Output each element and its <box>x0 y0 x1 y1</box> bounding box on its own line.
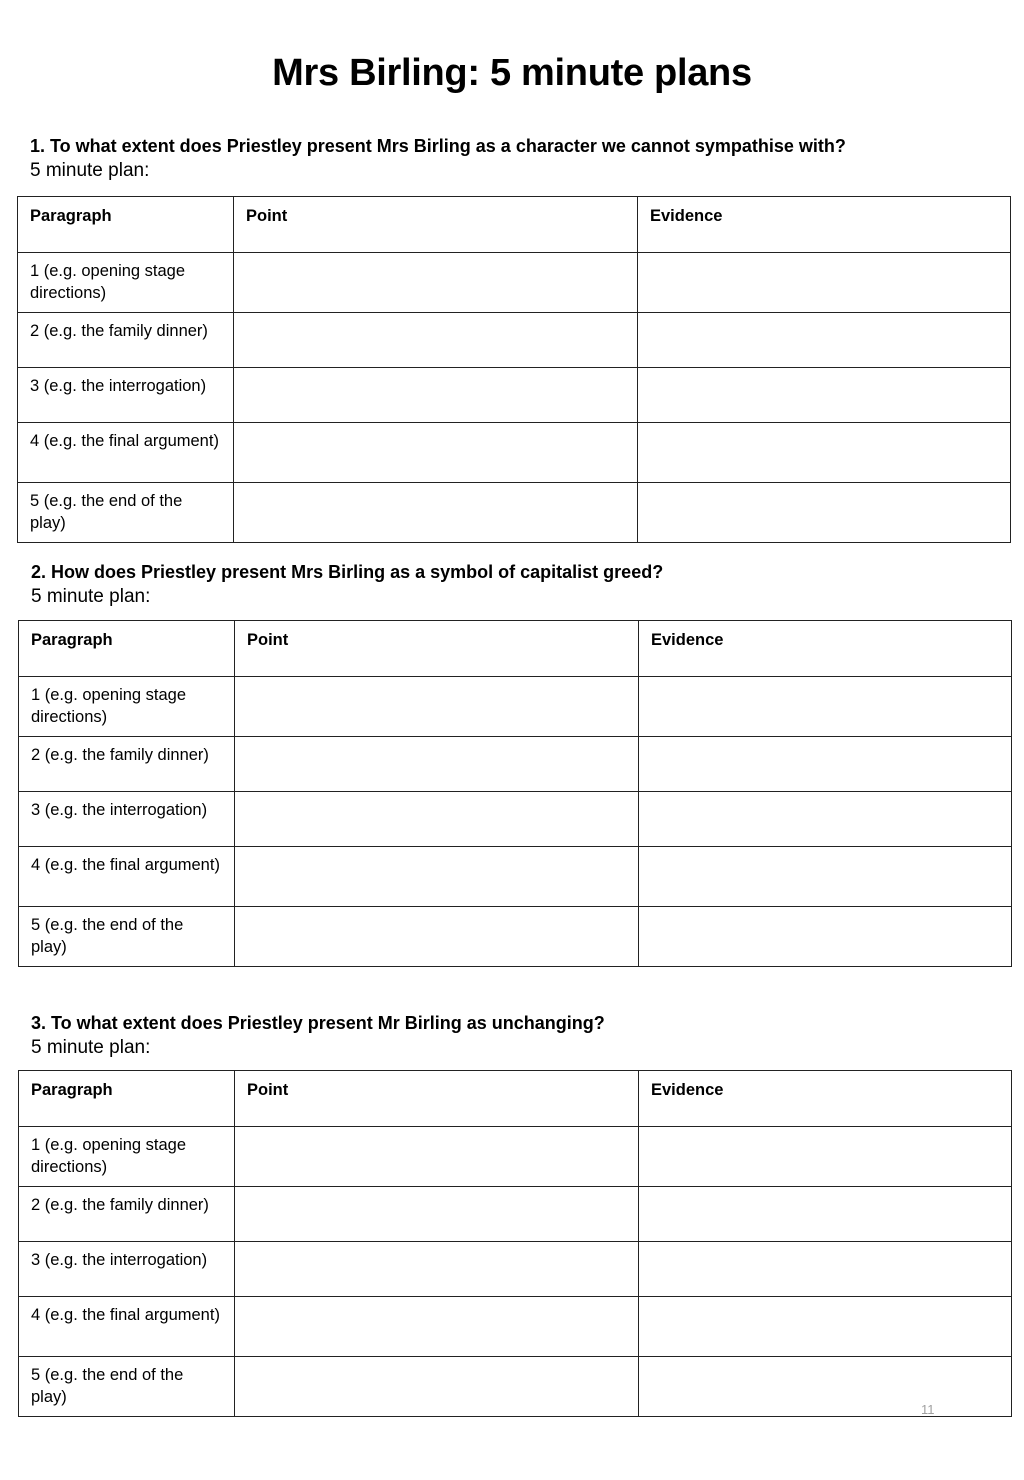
plan-label: 5 minute plan: <box>30 160 150 181</box>
evidence-header: Evidence <box>639 621 1012 677</box>
evidence-cell[interactable] <box>639 847 1012 907</box>
evidence-cell[interactable] <box>639 1357 1012 1417</box>
paragraph-cell: 2 (e.g. the family dinner) <box>19 737 235 792</box>
point-cell[interactable] <box>234 483 638 543</box>
table-row <box>19 1187 1012 1242</box>
point-cell[interactable] <box>235 737 639 792</box>
table-row <box>19 847 1012 907</box>
table-row <box>18 313 1011 368</box>
point-cell[interactable] <box>235 1127 639 1187</box>
plan-label: 5 minute plan: <box>31 1037 151 1058</box>
evidence-cell[interactable] <box>639 737 1012 792</box>
evidence-header: Evidence <box>639 1071 1012 1127</box>
evidence-cell[interactable] <box>638 253 1011 313</box>
table-row <box>19 1297 1012 1357</box>
point-cell[interactable] <box>234 368 638 423</box>
paragraph-cell: 5 (e.g. the end of the play) <box>19 1357 235 1417</box>
evidence-cell[interactable] <box>639 792 1012 847</box>
paragraph-cell: 1 (e.g. opening stage directions) <box>19 677 235 737</box>
paragraph-header: Paragraph <box>18 197 234 253</box>
paragraph-cell: 4 (e.g. the final argument) <box>19 847 235 907</box>
evidence-cell[interactable] <box>639 1297 1012 1357</box>
table-row <box>19 907 1012 967</box>
table-row <box>18 368 1011 423</box>
point-cell[interactable] <box>235 677 639 737</box>
point-header: Point <box>235 621 639 677</box>
table-row <box>18 483 1011 543</box>
table-row <box>19 677 1012 737</box>
page-title: Mrs Birling: 5 minute plans <box>272 52 752 94</box>
point-cell[interactable] <box>234 423 638 483</box>
paragraph-cell: 3 (e.g. the interrogation) <box>19 792 235 847</box>
point-cell[interactable] <box>235 907 639 967</box>
evidence-header: Evidence <box>638 197 1011 253</box>
evidence-cell[interactable] <box>639 1242 1012 1297</box>
evidence-cell[interactable] <box>638 483 1011 543</box>
paragraph-cell: 3 (e.g. the interrogation) <box>18 368 234 423</box>
point-header: Point <box>235 1071 639 1127</box>
paragraph-cell: 5 (e.g. the end of the play) <box>18 483 234 543</box>
evidence-cell[interactable] <box>639 1187 1012 1242</box>
evidence-cell[interactable] <box>638 368 1011 423</box>
table-row <box>19 792 1012 847</box>
table-row <box>18 423 1011 483</box>
point-cell[interactable] <box>234 313 638 368</box>
table-row <box>19 1127 1012 1187</box>
plan-table <box>17 196 1011 543</box>
plan-table <box>18 1070 1012 1417</box>
paragraph-header: Paragraph <box>19 1071 235 1127</box>
table-row <box>19 737 1012 792</box>
paragraph-cell: 1 (e.g. opening stage directions) <box>19 1127 235 1187</box>
plan-section-1 <box>17 135 846 532</box>
point-cell[interactable] <box>235 1187 639 1242</box>
paragraph-cell: 1 (e.g. opening stage directions) <box>18 253 234 313</box>
point-cell[interactable] <box>235 1357 639 1417</box>
point-cell[interactable] <box>235 1242 639 1297</box>
table-row <box>19 1357 1012 1417</box>
point-cell[interactable] <box>235 792 639 847</box>
plan-section-2 <box>18 561 724 956</box>
question-heading: 1. To what extent does Priestley present Mrs Birling as a character we cannot sympathise with? <box>30 136 846 156</box>
point-cell[interactable] <box>235 1297 639 1357</box>
page-number: 11 <box>921 1402 935 1417</box>
table-header-row <box>18 197 1011 253</box>
table-row <box>18 253 1011 313</box>
paragraph-cell: 3 (e.g. the interrogation) <box>19 1242 235 1297</box>
paragraph-cell: 2 (e.g. the family dinner) <box>19 1187 235 1242</box>
evidence-cell[interactable] <box>638 313 1011 368</box>
evidence-cell[interactable] <box>638 423 1011 483</box>
table-header-row <box>19 1071 1012 1127</box>
paragraph-cell: 4 (e.g. the final argument) <box>18 423 234 483</box>
plan-section-3 <box>18 1012 724 1406</box>
plan-table <box>18 620 1012 967</box>
plan-label: 5 minute plan: <box>31 586 151 607</box>
point-header: Point <box>234 197 638 253</box>
evidence-cell[interactable] <box>639 677 1012 737</box>
paragraph-cell: 2 (e.g. the family dinner) <box>18 313 234 368</box>
question-heading: 2. How does Priestley present Mrs Birling as a symbol of capitalist greed? <box>31 562 664 582</box>
question-heading: 3. To what extent does Priestley present Mr Birling as unchanging? <box>31 1013 605 1033</box>
point-cell[interactable] <box>235 847 639 907</box>
paragraph-header: Paragraph <box>19 621 235 677</box>
point-cell[interactable] <box>234 253 638 313</box>
paragraph-cell: 4 (e.g. the final argument) <box>19 1297 235 1357</box>
evidence-cell[interactable] <box>639 1127 1012 1187</box>
table-header-row <box>19 621 1012 677</box>
evidence-cell[interactable] <box>639 907 1012 967</box>
paragraph-cell: 5 (e.g. the end of the play) <box>19 907 235 967</box>
table-row <box>19 1242 1012 1297</box>
